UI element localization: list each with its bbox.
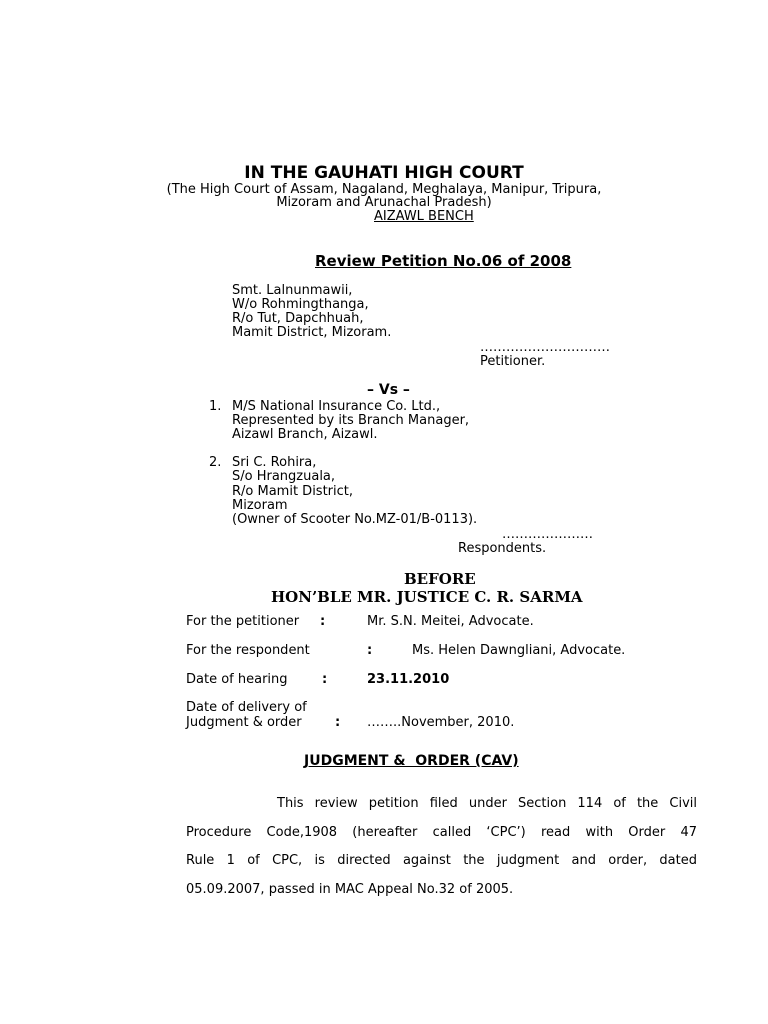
respondent-counsel-label: For the respondent <box>186 643 310 658</box>
hearing-date-label: Date of hearing <box>186 672 288 687</box>
respondents-dots: ………………… <box>502 527 593 542</box>
colon: : <box>320 614 326 629</box>
paragraph-line: This review petition filed under Section 114 of the Civil <box>277 796 697 811</box>
hearing-date-value: 23.11.2010 <box>367 672 450 687</box>
respondents-role: Respondents. <box>458 541 547 556</box>
petitioner-dots: ………………………… <box>480 340 610 355</box>
judge-name: HON’BLE MR. JUSTICE C. R. SARMA <box>271 588 583 606</box>
petitioner-role: Petitioner. <box>480 354 546 369</box>
court-subtitle-line1: (The High Court of Assam, Nagaland, Meghalaya, Manipur, Tripura, <box>166 182 602 197</box>
judgment-heading: JUDGMENT & ORDER (CAV) <box>304 753 519 769</box>
paragraph-line: 05.09.2007, passed in MAC Appeal No.32 of 2005. <box>186 882 514 897</box>
respondent-line: S/o Hrangzuala, <box>232 469 336 484</box>
petitioner-line: Mamit District, Mizoram. <box>232 325 392 340</box>
colon: : <box>322 672 328 687</box>
colon: : <box>367 643 373 658</box>
before-label: BEFORE <box>404 570 476 588</box>
petitioner-counsel-label: For the petitioner <box>186 614 300 629</box>
respondent-counsel-value: Ms. Helen Dawngliani, Advocate. <box>412 643 626 658</box>
colon: : <box>335 715 341 730</box>
respondent-line: Represented by its Branch Manager, <box>232 413 470 428</box>
petitioner-counsel-value: Mr. S.N. Meitei, Advocate. <box>367 614 534 629</box>
petitioner-line: W/o Rohmingthanga, <box>232 297 369 312</box>
respondent-line: M/S National Insurance Co. Ltd., <box>232 399 441 414</box>
respondent-number: 1. <box>209 399 222 414</box>
delivery-date-label: Date of delivery of <box>186 700 307 715</box>
respondent-line: R/o Mamit District, <box>232 484 354 499</box>
respondent-line: Sri C. Rohira, <box>232 455 317 470</box>
court-title: IN THE GAUHATI HIGH COURT <box>244 163 524 183</box>
versus: – Vs – <box>367 382 410 398</box>
delivery-date-label: Judgment & order <box>186 715 302 730</box>
respondent-line: Aizawl Branch, Aizawl. <box>232 427 378 442</box>
case-title: Review Petition No.06 of 2008 <box>315 252 572 270</box>
paragraph-line: Rule 1 of CPC, is directed against the judgment and order, dated <box>186 853 697 868</box>
petitioner-line: Smt. Lalnunmawii, <box>232 283 353 298</box>
petitioner-line: R/o Tut, Dapchhuah, <box>232 311 364 326</box>
court-subtitle-line2: Mizoram and Arunachal Pradesh) <box>276 195 492 210</box>
respondent-line: (Owner of Scooter No.MZ-01/B-0113). <box>232 512 478 527</box>
delivery-date-value: ……..November, 2010. <box>367 715 515 730</box>
respondent-line: Mizoram <box>232 498 288 513</box>
bench-name: AIZAWL BENCH <box>374 209 474 224</box>
paragraph-line: Procedure Code,1908 (hereafter called ‘CPC’) read with Order 47 <box>186 825 697 840</box>
respondent-number: 2. <box>209 455 222 470</box>
